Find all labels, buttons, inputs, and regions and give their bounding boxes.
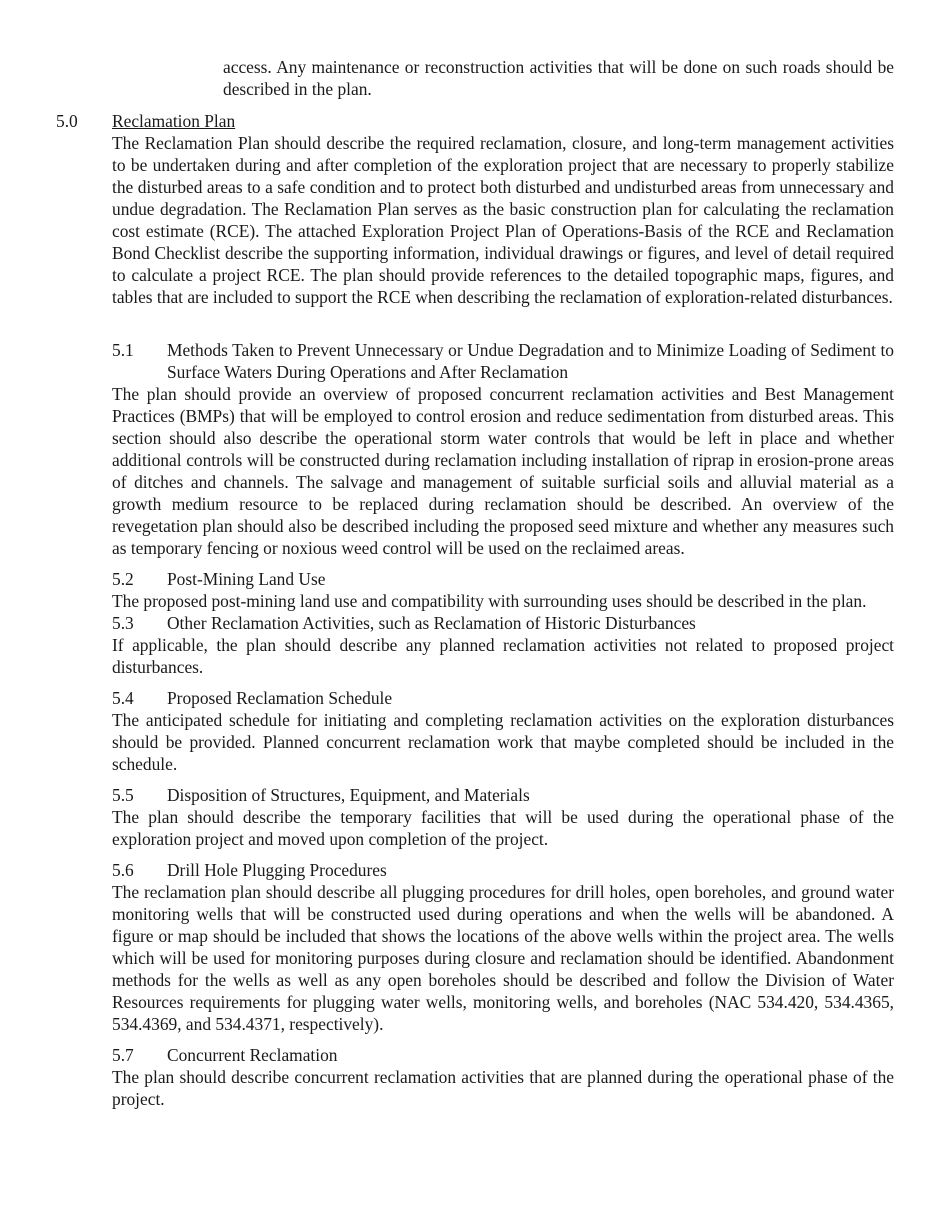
subsection-number: 5.4 xyxy=(112,688,134,708)
subsection-title: Other Reclamation Activities, such as Reclamation of Historic Disturbances xyxy=(167,613,696,633)
section-title: Reclamation Plan xyxy=(112,111,236,131)
subsection-title: Methods Taken to Prevent Unnecessary or Undue Degradation and to Minimize Loading of Sediment to Surface Waters During Operations and After Reclamation xyxy=(167,340,894,382)
subsection-body: The proposed post-mining land use and compatibility with surrounding uses should be described in the plan. xyxy=(112,591,867,611)
subsection-body: The plan should provide an overview of proposed concurrent reclamation activities and Best Management Practices (BMPs) that will be employed to control erosion and reduce sedimentation from disturbed areas. This section should also describe the operational storm water controls that would be left in place and whether additional controls will be constructed during reclamation including installation of riprap in erosion-prone areas of ditches and channels. The salvage and management of suitable surficial soils and alluvial material as a growth medium resource to be replaced during reclamation should be described. An overview of the revegetation plan should also be described including the proposed seed mixture and whether any measures such as temporary fencing or noxious weed control will be used on the reclaimed areas. xyxy=(112,384,894,558)
subsection-body: The reclamation plan should describe all plugging procedures for drill holes, open boreholes, and ground water monitoring wells that will be constructed used during operations and when the wells will be abandoned. A figure or map should be included that shows the locations of the above wells within the project area. The wells which will be used for monitoring purposes during closure and reclamation should be identified. Abandonment methods for the wells as well as any open boreholes should be described and follow the Division of Water Resources requirements for plugging water wells, monitoring wells, and boreholes (NAC 534.420, 534.4365, 534.4369, and 534.4371, respectively). xyxy=(112,882,894,1034)
section-body: The Reclamation Plan should describe the required reclamation, closure, and long-term management activities to be undertaken during and after completion of the exploration project that are necessary to properly stabilize the disturbed areas to a safe condition and to protect both disturbed and undisturbed areas from unnecessary and undue degradation. The Reclamation Plan serves as the basic construction plan for calculating the reclamation cost estimate (RCE). The attached Exploration Project Plan of Operations-Basis of the RCE and Reclamation Bond Checklist describe the supporting information, individual drawings or figures, and level of detail required to calculate a project RCE. The plan should provide references to the detailed topographic maps, figures, and tables that are included to support the RCE when describing the reclamation of exploration-related disturbances. xyxy=(112,133,894,307)
subsection-body: The plan should describe the temporary facilities that will be used during the operational phase of the exploration project and moved upon completion of the project. xyxy=(112,807,894,849)
subsection-title: Disposition of Structures, Equipment, and Materials xyxy=(167,785,530,805)
subsection-number: 5.3 xyxy=(112,613,134,633)
subsection-title: Concurrent Reclamation xyxy=(167,1045,338,1065)
subsection-body: If applicable, the plan should describe any planned reclamation activities not related to proposed project disturbances. xyxy=(112,635,894,677)
subsection-number: 5.6 xyxy=(112,860,134,880)
subsection-number: 5.7 xyxy=(112,1045,134,1065)
subsection-title: Post-Mining Land Use xyxy=(167,569,326,589)
subsection-title: Drill Hole Plugging Procedures xyxy=(167,860,387,880)
intro-paragraph: access. Any maintenance or reconstruction activities that will be done on such roads should be described in the plan. xyxy=(223,57,894,99)
section-number: 5.0 xyxy=(56,111,78,131)
subsection-number: 5.1 xyxy=(112,340,134,360)
subsection-body: The plan should describe concurrent reclamation activities that are planned during the operational phase of the project. xyxy=(112,1067,894,1109)
subsection-title: Proposed Reclamation Schedule xyxy=(167,688,393,708)
subsection-body: The anticipated schedule for initiating and completing reclamation activities on the exploration disturbances should be provided. Planned concurrent reclamation work that maybe completed should be included in the schedule. xyxy=(112,710,894,774)
subsection-number: 5.2 xyxy=(112,569,134,589)
subsection-number: 5.5 xyxy=(112,785,134,805)
